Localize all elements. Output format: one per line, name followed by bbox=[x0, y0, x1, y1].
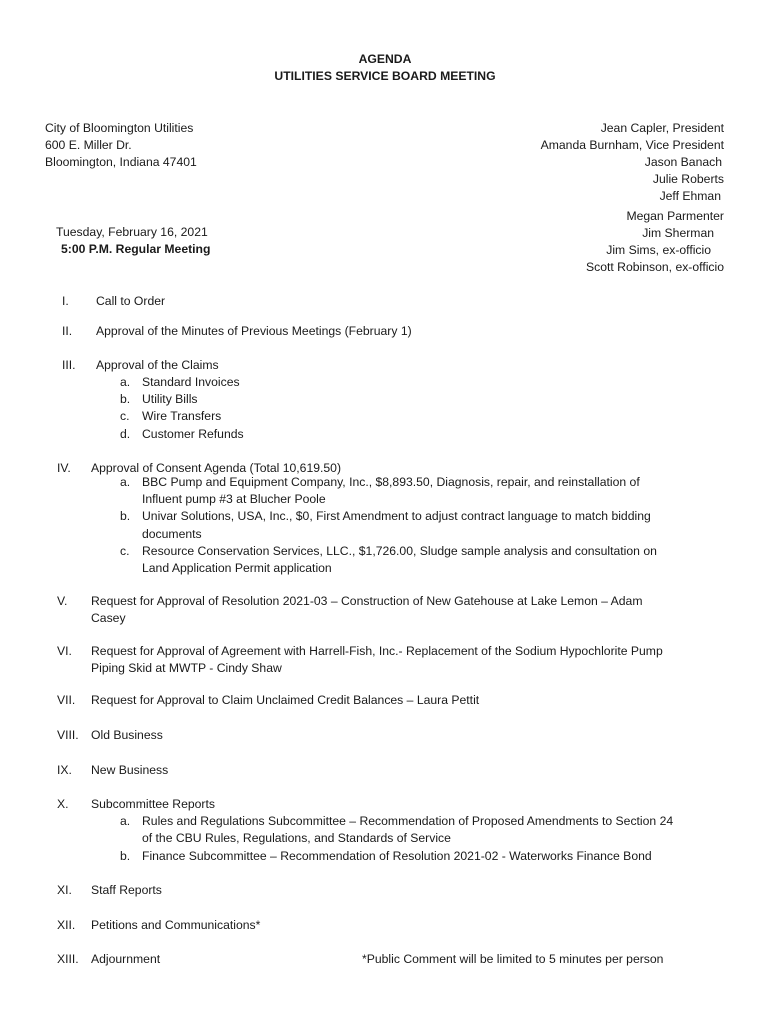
item-number: III. bbox=[62, 358, 76, 372]
agenda-item-text: Approval of Consent Agenda (Total 10,619.50) bbox=[91, 461, 342, 475]
sub-letter: a. bbox=[120, 814, 131, 828]
meeting-time: 5:00 P.M. Regular Meeting bbox=[61, 242, 211, 256]
agenda-item-text: Adjournment bbox=[91, 952, 161, 966]
agenda-item-text: Subcommittee Reports bbox=[91, 797, 215, 811]
agenda-item-text: Petitions and Communications* bbox=[91, 918, 261, 932]
meeting-date: Tuesday, February 16, 2021 bbox=[56, 225, 208, 239]
sub-letter: a. bbox=[120, 475, 131, 489]
board-member: Megan Parmenter bbox=[626, 209, 724, 223]
sub-item-text: of the CBU Rules, Regulations, and Standards of Service bbox=[142, 831, 451, 845]
sub-item-text: BBC Pump and Equipment Company, Inc., $8,893.50, Diagnosis, repair, and reinstallation of bbox=[142, 475, 640, 489]
sub-item-text: Resource Conservation Services, LLC., $1,726.00, Sludge sample analysis and consultation on bbox=[142, 544, 657, 558]
agenda-item-text: Staff Reports bbox=[91, 883, 162, 897]
sub-item-text: Univar Solutions, USA, Inc., $0, First Amendment to adjust contract language to match bidding bbox=[142, 509, 651, 523]
sub-item-text: Rules and Regulations Subcommittee – Recommendation of Proposed Amendments to Section 24 bbox=[142, 814, 674, 828]
item-number: VII. bbox=[57, 693, 76, 707]
agenda-item-text: Approval of the Claims bbox=[96, 358, 219, 372]
item-number: VI. bbox=[57, 644, 72, 658]
item-number: II. bbox=[62, 324, 73, 338]
agenda-item-text: New Business bbox=[91, 763, 169, 777]
sub-item-text: Standard Invoices bbox=[142, 375, 240, 389]
sub-letter: c. bbox=[120, 409, 130, 423]
item-number: VIII. bbox=[57, 728, 79, 742]
board-member: Jim Sherman bbox=[642, 226, 714, 240]
item-number: I. bbox=[62, 294, 69, 308]
sub-item-text: Customer Refunds bbox=[142, 427, 244, 441]
sub-item-text: Influent pump #3 at Blucher Poole bbox=[142, 492, 326, 506]
board-members bbox=[520, 120, 724, 276]
item-number: XIII. bbox=[57, 952, 79, 966]
public-comment-note: *Public Comment will be limited to 5 minutes per person bbox=[362, 952, 664, 966]
item-number: XII. bbox=[57, 918, 76, 932]
agenda-item-text: Casey bbox=[91, 611, 126, 625]
sub-letter: c. bbox=[120, 544, 130, 558]
org-city: Bloomington, Indiana 47401 bbox=[45, 155, 197, 169]
agenda-item-text: Call to Order bbox=[96, 294, 166, 308]
agenda-item-text: Request for Approval of Resolution 2021-03 – Construction of New Gatehouse at Lake Lemon – Adam bbox=[91, 594, 643, 608]
sub-item-text: Land Application Permit application bbox=[142, 561, 332, 575]
item-number: X. bbox=[57, 797, 69, 811]
agenda-item-text: Request for Approval to Claim Unclaimed Credit Balances – Laura Pettit bbox=[91, 693, 480, 707]
agenda-item-text: Approval of the Minutes of Previous Meetings (February 1) bbox=[96, 324, 412, 338]
org-name: City of Bloomington Utilities bbox=[45, 121, 194, 135]
board-member: Amanda Burnham, Vice President bbox=[540, 138, 724, 152]
sub-item-text: Finance Subcommittee – Recommendation of Resolution 2021-02 - Waterworks Finance Bond bbox=[142, 849, 652, 863]
item-number: XI. bbox=[57, 883, 72, 897]
board-member: Julie Roberts bbox=[652, 172, 724, 186]
sub-letter: d. bbox=[120, 427, 131, 441]
agenda-item-text: Piping Skid at MWTP - Cindy Shaw bbox=[91, 661, 282, 675]
sub-letter: b. bbox=[120, 509, 131, 523]
sub-item-text: documents bbox=[142, 527, 202, 541]
board-member: Jason Banach bbox=[644, 155, 722, 169]
agenda-item-text: Old Business bbox=[91, 728, 163, 742]
item-number: IV. bbox=[57, 461, 71, 475]
sub-letter: b. bbox=[120, 849, 131, 863]
item-number: V. bbox=[57, 594, 68, 608]
agenda-item-text: Request for Approval of Agreement with Harrell-Fish, Inc.- Replacement of the Sodium Hypochlorite Pump bbox=[91, 644, 663, 658]
org-street: 600 E. Miller Dr. bbox=[45, 138, 132, 152]
sub-item-text: Wire Transfers bbox=[142, 409, 222, 423]
board-member: Jean Capler, President bbox=[600, 121, 724, 135]
item-number: IX. bbox=[57, 763, 72, 777]
meeting-subtitle: UTILITIES SERVICE BOARD MEETING bbox=[274, 69, 496, 83]
board-member: Jim Sims, ex-officio bbox=[606, 243, 711, 257]
sub-letter: b. bbox=[120, 392, 131, 406]
board-member: Jeff Ehman bbox=[659, 189, 721, 203]
board-member: Scott Robinson, ex-officio bbox=[586, 260, 724, 274]
agenda-title: AGENDA bbox=[358, 52, 412, 66]
sub-letter: a. bbox=[120, 375, 131, 389]
sub-item-text: Utility Bills bbox=[142, 392, 198, 406]
